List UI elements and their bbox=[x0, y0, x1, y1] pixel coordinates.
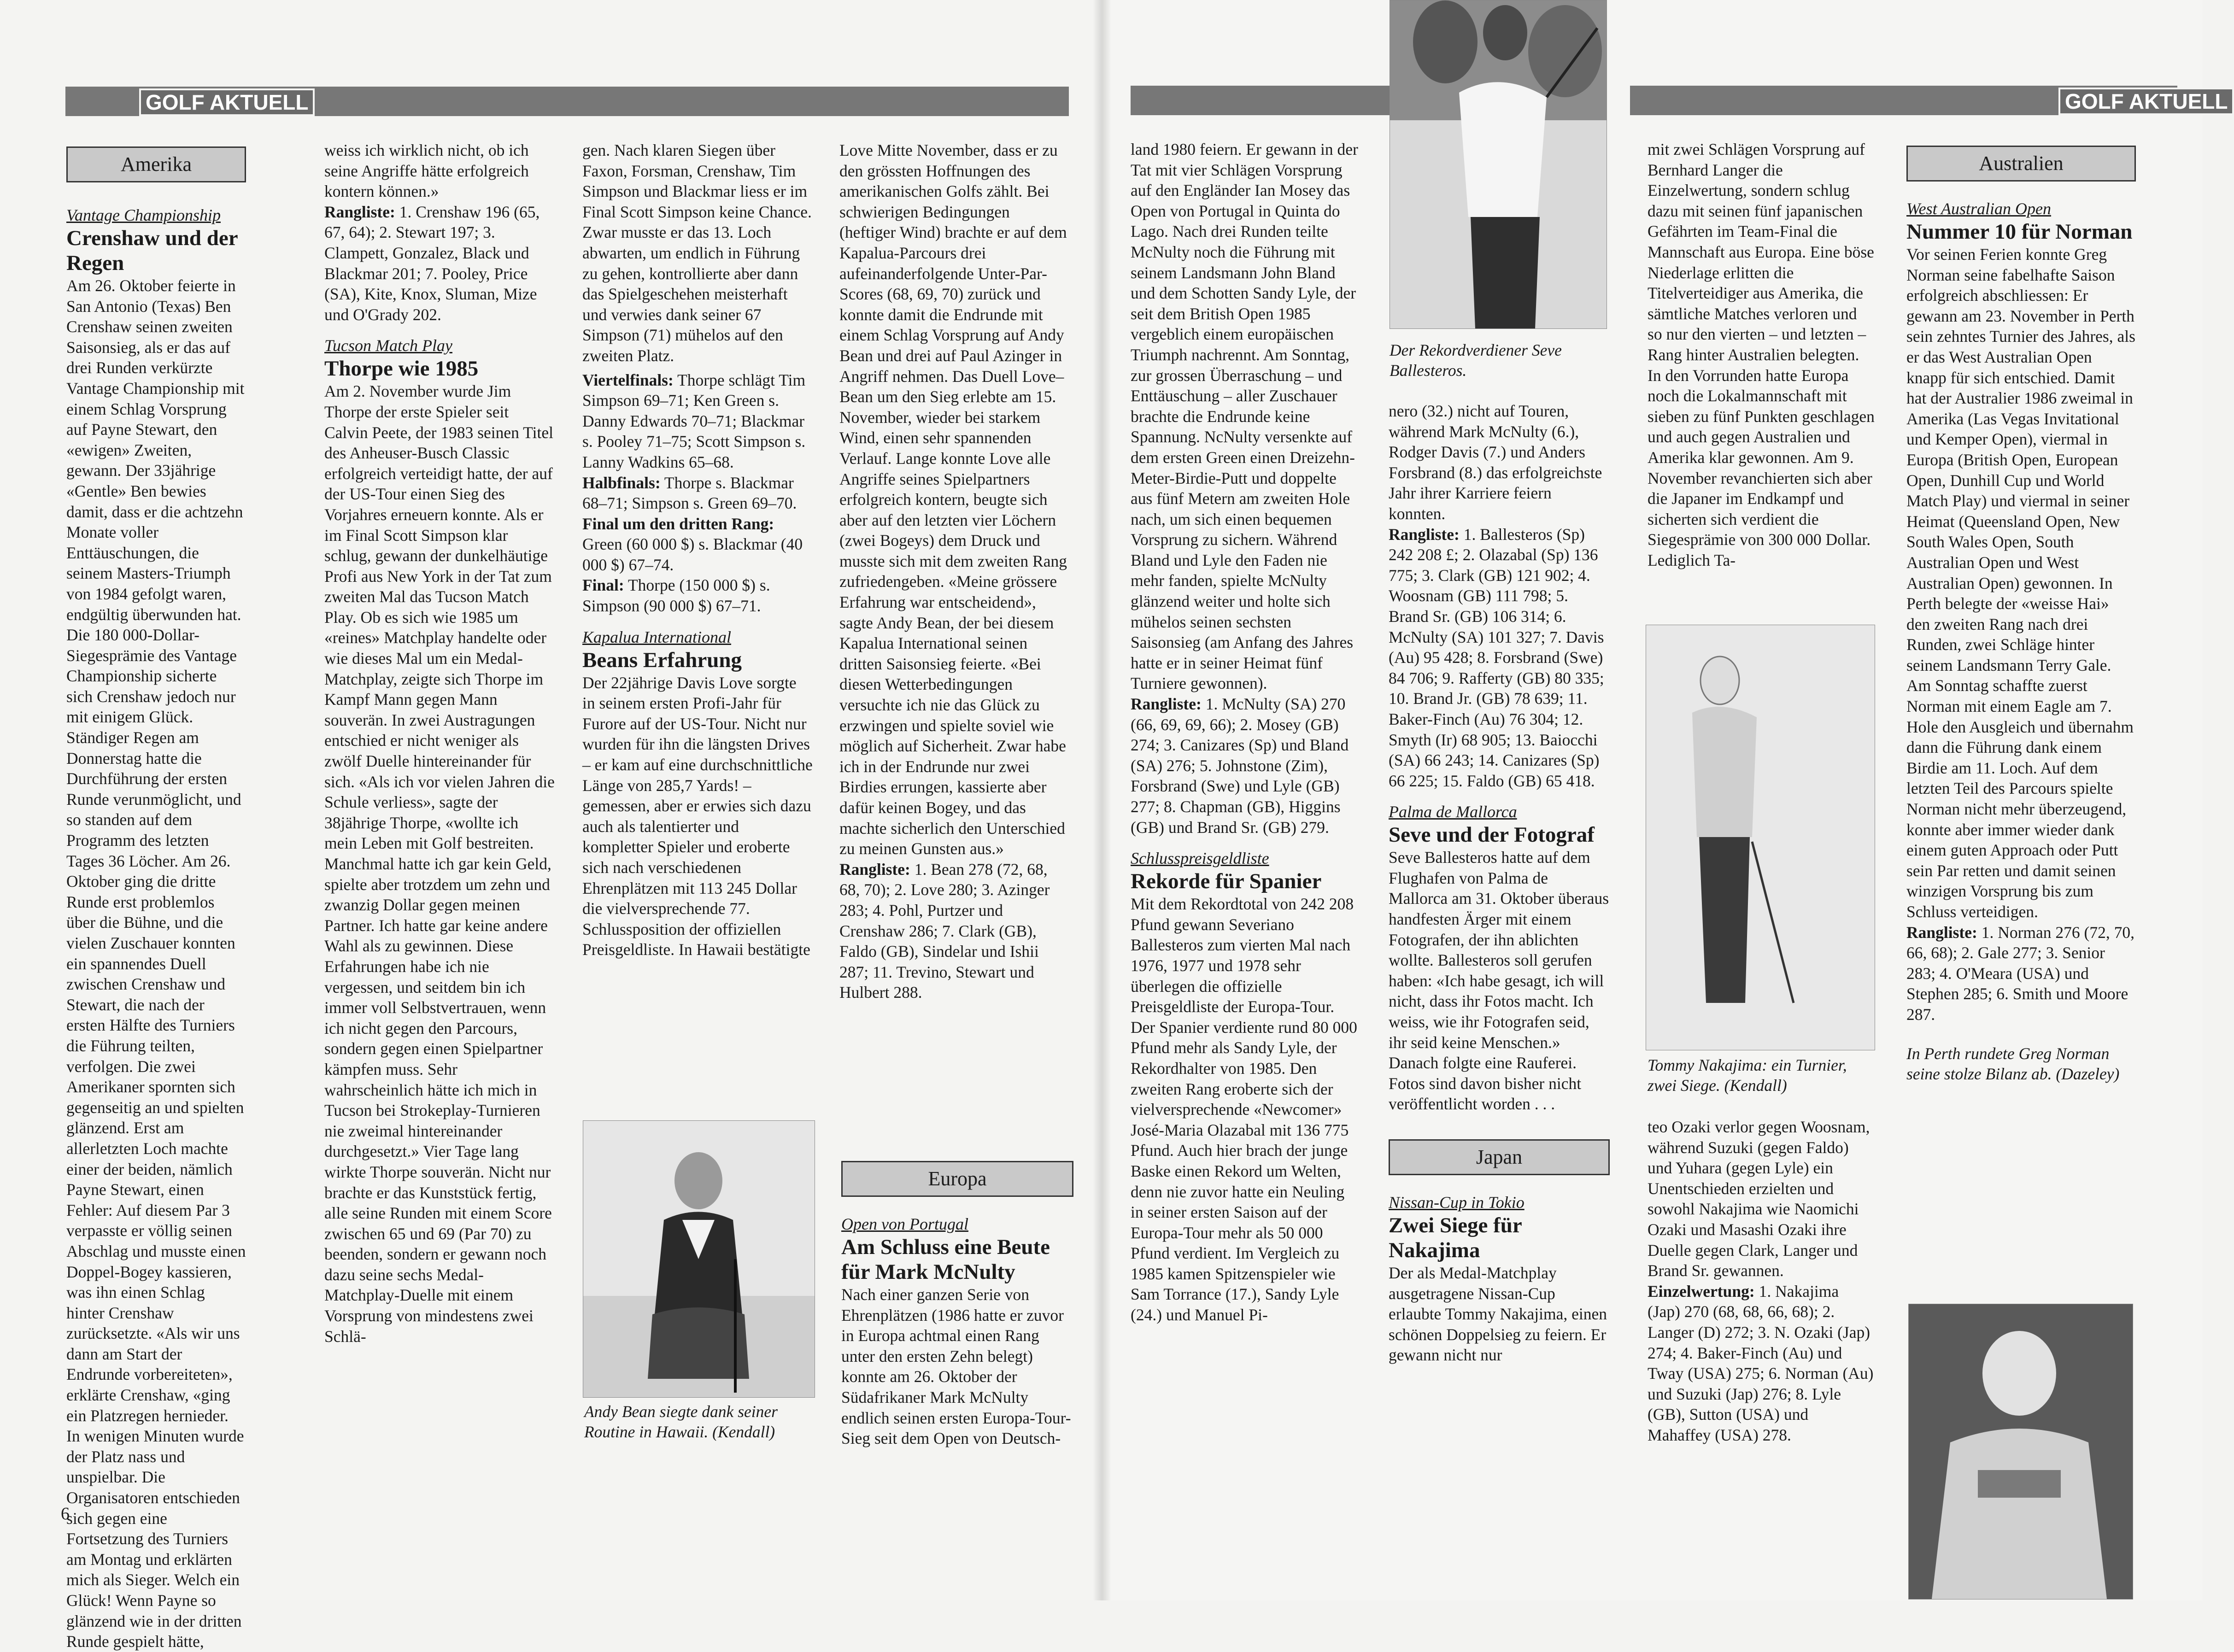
kicker: Open von Portugal bbox=[841, 1215, 968, 1233]
ranking-label: Rangliste: bbox=[1131, 695, 1202, 714]
article-text: teo Ozaki verlor gegen Woosnam, während Suzuki (gegen Faldo) und Yuhara (gegen Lyle) ein Unentschieden erzielten und sowohl Nakajima wie Naomichi Ozaki und Masashi Ozaki ihre Duelle gegen Clark, Langer und Brand Sr. gewannen. bbox=[1648, 1118, 1870, 1280]
ranking bbox=[839, 859, 1070, 1003]
article-text: land 1980 feiern. Er gewann in der Tat mit vier Schlägen Vorsprung auf den Engländer Ian Mosey das Open von Portugal in Quinta do Lago. Nach drei Runden teilte McNulty noch die Führung mit seinem Landsmann John Bland und dem Schotten Sandy Lyle, der seit dem British Open 1985 vergeblich einem europäischen Triumph nachrennt. Am Sonntag, zur grossen Überraschung – und Enttäuschung – aller Zuschauer brachte die Endrunde keine Spannung. NcNulty versenkte auf dem ersten Green einen Dreizehn-Meter-Birdie-Putt und doppelte aus fünf Metern am zweiten Hole nach, um sich einen bequemen Vorsprung zu sichern. Während Bland und Lyle den Faden nie mehr fanden, spielte McNulty glänzend weiter und holte sich mühelos seinen sechsten Saisonsieg (am Anfang des Jahres hatte er in seiner Heimat fünf Turniere gewonnen). bbox=[1131, 140, 1358, 693]
section-tag: GOLF AKTUELL bbox=[139, 88, 315, 116]
results-label: Final um den dritten Rang: bbox=[582, 514, 774, 533]
ranking bbox=[1389, 524, 1610, 791]
section-bar bbox=[1630, 86, 2228, 115]
ranking-label: Rangliste: bbox=[839, 860, 910, 879]
results-label: Halbfinals: bbox=[582, 473, 661, 492]
column-4-europa bbox=[841, 1161, 1073, 1449]
golfer-portrait-image bbox=[1909, 1304, 2133, 1599]
article-title: Rekorde für Spanier bbox=[1131, 869, 1322, 894]
article-text: Der 22jährige Davis Love sorgte in seinem ersten Profi-Jahr für Furore auf der US-Tour. Nicht nur wurden für ihn die längsten Drives – er kam auf eine durchschnittliche Länge von 285,7 Yards! – gemessen, aber er erwies sich dazu auch als talentierter und kompletter Spieler und eroberte sich nach verschiedenen Ehrenplätzen mit 113 245 Dollar die vielversprechende 77. Schlussposition der offiziellen Preisgeldliste. In Hawaii bestätigte bbox=[582, 673, 813, 959]
article-text: Am 2. November wurde Jim Thorpe der erste Spieler seit Calvin Peete, der 1983 seinen Titel des Anheuser-Busch Classic erfolgreich verteidigt hatte, der auf der US-Tour einen Sieg des Vorjahres erneuern konnte. Als er im Final Scott Simpson klar schlug, gewann der dunkelhäutige Profi aus New York in der Tat zum zweiten Mal das Tucson Match Play. Ob es sich wie 1985 um «reines» Matchplay handelte oder wie dieses Mal um ein Medal-Matchplay, zeigte sich Thorpe im Kampf Mann gegen Mann souverän. In zwei Austragungen entschied er nicht weniger als zwölf Duelle hintereinander für sich. «Als ich vor vielen Jahren die Schule verliess», sagte der 38jährige Thorpe, «wollte ich mein Leben mit Golf bestreiten. Manchmal hatte ich gar kein Geld, spielte aber trotzdem um zehn und zwanzig Dollar gegen meinen Partner. Ich hatte gar keine andere Wahl als zu gewinnen. Diese Erfahrungen habe ich nie vergessen, und seitdem bin ich immer voll Selbstvertrauen, wenn ich nicht gegen den Parcours, sondern gegen einen Spielpartner kämpfen muss. Sehr wahrscheinlich hätte ich mich in Tucson bei Strokeplay-Turnieren nie zweimal hintereinander durchgesetzt.» Vier Tage lang wirkte Thorpe souverän. Nicht nur brachte er das Kunststück fertig, alle seine Runden mit einem Score zwischen 65 und 69 (Par 70) zu beenden, sondern er gewann noch dazu seine sechs Medal-Matchplay-Duelle mit einem Vorsprung von mindestens zwei Schlä- bbox=[324, 382, 555, 1346]
article-text: Love Mitte November, dass er zu den grössten Hoffnungen des amerikanischen Golfs zählt. Bei schwierigen Bedingungen (heftiger Wind) brachte er auf dem Kapalua-Parcours drei aufeinanderfolgende Unter-Par-Scores (68, 69, 70) zurück und konnte damit die Endrunde mit einem Schlag Vorsprung auf Andy Bean und drei auf Paul Azinger in Angriff nehmen. Das Duell Love–Bean um den Sieg erlebte am 15. November, wieder bei starkem Wind, einen sehr spannenden Verlauf. Lange konnte Love alle Angriffe seines Spielpartners erfolgreich kontern, beugte sich aber auf den letzten vier Löchern (zwei Bogeys) dem Druck und musste sich mit dem zweiten Rang zufriedengeben. «Meine grössere Erfahrung war entscheidend», sagte Andy Bean, der bei diesem Kapalua International seinen dritten Saisonsieg feierte. «Bei diesen Wetterbedingungen versuchte ich nie das Glück zu erzwingen und spielte soviel wie möglich auf Sicherheit. Zwar habe ich in der Endrunde nur zwei Birdies errungen, kassierte aber dafür keinen Bogey, und das machte sicherlich den Unterschied zu meinen Gunsten aus.» bbox=[839, 141, 1067, 858]
photo-caption: Andy Bean siegte dank seiner Routine in Hawaii. (Kendall) bbox=[584, 1402, 778, 1441]
ranking bbox=[1648, 1281, 1875, 1446]
article-title: Zwei Siege für Nakajima bbox=[1389, 1213, 1522, 1262]
right-column-4 bbox=[1906, 146, 2136, 1084]
kicker: West Australian Open bbox=[1906, 199, 2052, 218]
golfer-crouching-image bbox=[583, 1121, 815, 1397]
right-column-3-lower bbox=[1648, 1117, 1875, 1446]
article-text: gen. Nach klaren Siegen über Faxon, Forsman, Crenshaw, Tim Simpson und Blackmar liess er im Final Scott Simpson keine Chance. Zwar musste er das 13. Loch abwarten, um endlich in Führung zu gehen, kontrollierte aber dann das Spielgeschehen meisterhaft und verwies dank seiner 67 Simpson (71) mühelos auf den zweiten Platz. bbox=[582, 141, 812, 365]
article-title: Crenshaw und der Regen bbox=[66, 226, 238, 275]
article-text: Nach einer ganzen Serie von Ehrenplätzen (1986 hatte er zuvor in Europa achtmal einen Rang unter den ersten Zehn belegt) konnte am 26. Oktober der Südafrikaner Mark McNulty endlich seinen ersten Europa-Tour-Sieg seit dem Open von Deutsch- bbox=[841, 1285, 1071, 1448]
results-label: Viertelfinals: bbox=[582, 370, 674, 389]
results bbox=[582, 370, 813, 473]
ranking-label: Rangliste: bbox=[324, 202, 395, 221]
right-column-1 bbox=[1131, 139, 1359, 1325]
column-1 bbox=[66, 146, 246, 1652]
results bbox=[582, 575, 813, 616]
article-text: Vor seinen Ferien konnte Greg Norman seine fabelhafte Saison erfolgreich abschliessen: Er gewann am 23. November in Perth sein zehntes Turnier des Jahres, als er das West Australian Open knapp für sich entschied. Damit hat der Australier 1986 zweimal in Amerika (Las Vegas Invitational und Kemper Open), viermal in Europa (British Open, European Open, Dunhill Cup und World Match Play) und viermal in seiner Heimat (Queensland Open, New South Wales Open, South Australian Open und West Australian Open) gewonnen. In Perth belegte der «weisse Hai» den zweiten Rang nach drei Runden, zwei Schläge hinter seinem Landsmann Terry Gale. Am Sonntag schaffte zuerst Norman mit einem Eagle am 7. Hole den Ausgleich und übernahm dann die Führung dank einem Birdie am 11. Loch. Auf dem letzten Teil des Parcours spielte Norman nicht mehr überzeugend, konnte aber immer wieder dank einem guten Approach oder Putt sein Par retten und damit seinen winzigen Vorsprung bis zum Schluss verteidigen. bbox=[1906, 245, 2135, 921]
article-text: Mit dem Rekordtotal von 242 208 Pfund gewann Severiano Ballesteros zum vierten Mal nach 1976, 1977 und 1978 sehr überlegen die offizielle Preisgeldliste der Europa-Tour. Der Spanier verdiente rund 80 000 Pfund mehr als Sandy Lyle, der Rekordhalter von 1985. Den zweiten Rang eroberte sich der vielversprechende «Newcomer» José-Maria Olazabal mit 136 775 Pfund. Auch hier brach der junge Baske einen Rekord um Welten, denn nie zuvor hatte ein Neuling in seiner ersten Saison auf der Europa-Tour mehr als 50 000 Pfund verdient. Im Vergleich zu 1985 kamen Spitzenspieler wie Sam Torrance (17.), Sandy Lyle (24.) und Manuel Pi- bbox=[1131, 895, 1357, 1324]
article-text: weiss ich wirklich nicht, ob ich seine Angriffe hätte erfolgreich kontern können.» bbox=[324, 141, 529, 201]
page-number: 6 bbox=[61, 1504, 70, 1523]
article-text: mit zwei Schlägen Vorsprung auf Bernhard Langer die Einzelwertung, sondern schlug dazu mit seinen fünf japanischen Gefährten im Team-Final die Mannschaft aus Europa. Eine böse Niederlage erlitten die Titelverteidiger aus Amerika, die sämtliche Matches verloren und so nur den vierten – und letzten – Rang hinter Australien belegten. In den Vorrunden hatte Europa noch die Lokalmannschaft mit sieben zu fünf Punkten geschlagen und auch gegen Australien und Amerika klar gewonnen. Am 9. November revanchierten sich aber die Japaner im Endkampf und sicherten sich verdient die Siegesprämie von 300 000 Dollar. Lediglich Ta- bbox=[1648, 140, 1875, 569]
section-tag: GOLF AKTUELL bbox=[2058, 88, 2234, 115]
left-page bbox=[0, 0, 1101, 1651]
section-heading-europa: Europa bbox=[841, 1161, 1073, 1197]
article-text: nero (32.) nicht auf Touren, während Mark McNulty (6.), Rodger Davis (7.) und Anders Forsbrand (8.) das erfolgreichste Jahr ihrer Karriere feiern konnten. bbox=[1389, 402, 1602, 523]
article-title: Thorpe wie 1985 bbox=[324, 357, 479, 381]
ranking-text: 1. Nakajima (Jap) 270 (68, 68, 66, 68); 2. Langer (D) 272; 3. N. Ozaki (Jap) 274; 4. Baker-Finch (Au) und Tway (USA) 275; 6. Norman (Au) und Suzuki (Jap) 276; 8. Lyle (GB), Sutton (USA) und Mahaffey (USA) 278. bbox=[1648, 1282, 1874, 1444]
ranking-text: 1. Crenshaw 196 (65, 67, 64); 2. Stewart 197; 3. Clampett, Gonzalez, Black und Blackmar 201; 7. Pooley, Price (SA), Kite, Knox, Sluman, Mize und O'Grady 202. bbox=[324, 202, 540, 324]
kicker: Vantage Championship bbox=[66, 206, 221, 224]
article-title: Seve und der Fotograf bbox=[1389, 823, 1595, 847]
results-label: Final: bbox=[582, 576, 624, 595]
golfer-swing-image bbox=[1390, 0, 1607, 328]
seve-ballesteros-photo bbox=[1390, 0, 1607, 329]
results-text: Thorpe (150 000 $) s. Simpson (90 000 $) 67–71. bbox=[582, 576, 770, 615]
article-text: Seve Ballesteros hatte auf dem Flughafen von Palma de Mallorca am 31. Oktober überaus handfesten Ärger mit einem Fotografen, der ihn ablichten wollte. Ballesteros soll gerufen haben: «Ich habe gesagt, ich will nicht, dass ihr Fotos macht. Ich weiss, wie ihr Fotografen seid, ihr seid keine Menschen.» Danach folgte eine Rauferei. Fotos sind davon bisher nicht veröffentlicht worden . . . bbox=[1389, 848, 1609, 1113]
golfer-standing-image bbox=[1646, 625, 1875, 1050]
photo-caption: Tommy Nakajima: ein Turnier, zwei Siege. (Kendall) bbox=[1648, 1056, 1847, 1095]
results bbox=[582, 473, 813, 514]
results-text: Green (60 000 $) s. Blackmar (40 000 $) 67–74. bbox=[582, 535, 803, 574]
gutter-shadow bbox=[1093, 0, 1111, 1600]
photo-caption: Der Rekordverdiener Seve Ballesteros. bbox=[1390, 341, 1562, 380]
kicker: Palma de Mallorca bbox=[1389, 803, 1517, 821]
column-4 bbox=[839, 140, 1070, 1003]
results-text: Thorpe schlägt Tim Simpson 69–71; Ken Green s. Danny Edwards 70–71; Blackmar s. Pooley 71–75; Scott Simpson s. Lanny Wadkins 65–68. bbox=[582, 370, 806, 471]
ranking-text: 1. Ballesteros (Sp) 242 208 £; 2. Olazabal (Sp) 136 775; 3. Clark (GB) 121 902; 4. Woosnam (GB) 111 798; 5. Brand Sr. (GB) 106 314; 6. McNulty (SA) 101 327; 7. Davis (Au) 95 428; 8. Forsbrand (Swe) 84 706; 9. Rafferty (GB) 80 335; 10. Brand Jr. (GB) 78 639; 11. Baker-Finch (Au) 76 304; 12. Smyth (Ir) 68 905; 13. Baiocchi (SA) 66 243; 14. Canizares (Sp) 66 225; 15. Faldo (GB) 65 418. bbox=[1389, 525, 1604, 790]
ranking-text: 1. Bean 278 (72, 68, 68, 70); 2. Love 280; 3. Azinger 283; 4. Pohl, Purtzer und Crenshaw 286; 7. Clark (GB), Faldo (GB), Sindelar und Ishii 287; 11. Trevino, Stewart und Hulbert 288. bbox=[839, 860, 1050, 1002]
tommy-nakajima-photo bbox=[1646, 625, 1875, 1050]
ranking bbox=[1131, 694, 1359, 838]
ranking bbox=[324, 202, 555, 325]
greg-norman-photo bbox=[1908, 1304, 2133, 1599]
ranking-label: Rangliste: bbox=[1906, 923, 1977, 942]
photo-caption: In Perth rundete Greg Norman seine stolze Bilanz ab. (Dazeley) bbox=[1906, 1044, 2120, 1083]
article-text: Am 26. Oktober feierte in San Antonio (Texas) Ben Crenshaw seinen zweiten Saisonsieg, als er das auf drei Runden verkürzte Vantage Championship mit einem Schlag Vorsprung auf Payne Stewart, den «ewigen» Zweiten, gewann. Der 33jährige «Gentle» Ben bewies damit, dass er die achtzehn Monate voller Enttäuschungen, die seinem Masters-Triumph von 1984 gefolgt waren, endgültig überwunden hat. Die 180 000-Dollar-Siegesprämie des Vantage Championship sicherte sich Crenshaw jedoch nur mit einigem Glück. Ständiger Regen am Donnerstag hatte die Durchführung der ersten Runde verunmöglicht, und so standen auf dem Programm des letzten Tages 36 Löcher. Am 26. Oktober ging die dritte Runde erst problemlos über die Bühne, und die vielen Zuschauer konnten ein spannendes Duell zwischen Crenshaw und Stewart, die nach der ersten Hälfte des Turniers die Führung teilten, verfolgen. Die zwei Amerikaner spornten sich gegenseitig an und spielten glänzend. Erst am allerletzten Loch machte einer der beiden, nämlich Payne Stewart, einen Fehler: Auf diesem Par 3 verpasste er völlig seinen Abschlag und musste einen Doppel-Bogey kassieren, was ihn einen Schlag hinter Crenshaw zurücksetzte. «Als wir uns dann am Start der Endrunde vorbereiteten», erklärte Crenshaw, «ging ein Platzregen hernieder. In wenigen Minuten wurde der Platz nass und unspielbar. Die Organisatoren entschieden sich gegen eine Fortsetzung des Turniers am Montag und erklärten mich als Sieger. Welch ein Glück! Wenn Payne so glänzend wie in der dritten Runde gespielt hätte, bbox=[66, 276, 246, 1651]
article-text: Der als Medal-Matchplay ausgetragene Nissan-Cup erlaubte Tommy Nakajima, einen schönen Doppelsieg zu feiern. Er gewann nicht nur bbox=[1389, 1264, 1607, 1365]
ranking-text: 1. Norman 276 (72, 70, 66, 68); 2. Gale 277; 3. Senior 283; 4. O'Meara (USA) und Stephen 285; 6. Smith und Moore 287. bbox=[1906, 923, 2134, 1024]
section-heading-australien: Australien bbox=[1906, 146, 2136, 182]
results-text: Thorpe s. Blackmar 68–71; Simpson s. Green 69–70. bbox=[582, 473, 797, 513]
results bbox=[582, 514, 813, 575]
kicker: Schlusspreisgeldliste bbox=[1131, 849, 1269, 868]
kicker: Kapalua International bbox=[582, 627, 731, 646]
article-title: Beans Erfahrung bbox=[582, 648, 742, 672]
kicker: Tucson Match Play bbox=[324, 336, 452, 355]
right-column-2 bbox=[1389, 401, 1610, 1365]
andy-bean-photo bbox=[583, 1120, 815, 1398]
section-bar bbox=[65, 87, 1069, 116]
article-title: Nummer 10 für Norman bbox=[1906, 220, 2133, 244]
section-heading-japan: Japan bbox=[1389, 1139, 1610, 1175]
ranking-label: Rangliste: bbox=[1389, 525, 1460, 544]
article-title: Am Schluss eine Beute für Mark McNulty bbox=[841, 1235, 1050, 1284]
section-heading-amerika: Amerika bbox=[66, 146, 246, 182]
right-column-3 bbox=[1648, 139, 1875, 570]
ranking bbox=[1906, 922, 2136, 1025]
kicker: Nissan-Cup in Tokio bbox=[1389, 1193, 1525, 1212]
column-3 bbox=[582, 140, 813, 960]
ranking-text: 1. McNulty (SA) 270 (66, 69, 69, 66); 2. Mosey (GB) 274; 3. Canizares (Sp) und Bland (SA) 276; 5. Johnstone (Zim), Forsbrand (Swe) und Lyle (GB) 277; 8. Chapman (GB), Higgins (GB) und Brand Sr. (GB) 279. bbox=[1131, 695, 1349, 837]
ranking-label: Einzelwertung: bbox=[1648, 1282, 1755, 1301]
right-page bbox=[1101, 0, 2228, 1600]
column-2 bbox=[324, 140, 555, 1347]
